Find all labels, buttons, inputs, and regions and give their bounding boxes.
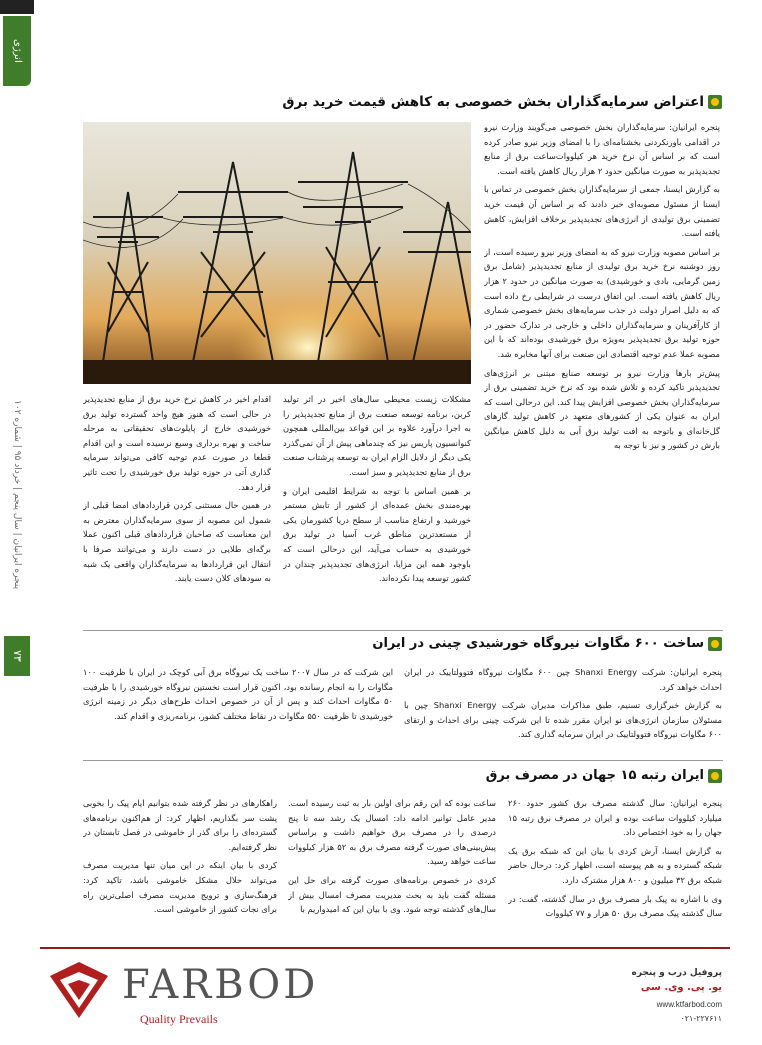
divider — [83, 630, 723, 631]
article2-title — [372, 636, 722, 651]
article2-col-right — [404, 665, 722, 755]
paragraph: وی با اشاره به پیک بار مصرف برق در سال گذشته، گفت: در سال گذشته پیک مصرف برق ۵۰ هزار و ۷۷ کیلووات — [508, 893, 722, 919]
paragraph: به گزارش خبرگزاری تسنیم، طبق مذاکرات مدیران شرکت Shanxi Energy چین با مسئولان سازمان انرژی‌های نو ایران مقرر شده تا این شرکت چینی برای احداث و ارتقای ۶۰۰ مگاوات نیروگاه فتوولتاییک در ایران سرمایه گذاری کند. — [404, 700, 722, 740]
paragraph: پنجره ایرانیان: شرکت Shanxi Energy چین ۶۰۰ مگاوات نیروگاه فتوولتاییک در ایران احداث خواهد کرد. — [404, 667, 722, 692]
article3-title-text: ایران رتبه ۱۵ جهان در مصرف برق — [485, 768, 704, 783]
article3-col-left — [83, 796, 277, 931]
article2-col-left — [83, 665, 393, 755]
paragraph: بر اساس مصوبه وزارت نیرو که به امضای وزیر نیرو رسیده است، از روز دوشنبه نرخ خرید برق تولیدی از منابع تجدیدپذیر (شامل برق زمین گرمایی، بادی و خورشیدی) به صورت میانگین در حدود ۲ هزار ریال کاهش یافته است. این اتفاق درست در شرایطی رخ داده است که به دلیل اصرار دولت در جذب سرمایه‌های بخش خصوصی شماری از کارآفرینان و سرمایه‌گذاران داخلی و خارجی در تدارک حضور در حوزه تولید برق تجدیدپذیر به‌ویژه برق خورشیدی بوده‌اند که با این مصوبه عملا عدم توجیه اقتصادی این صنعت برای آنها مخابره شد. — [484, 246, 720, 359]
paragraph: این شرکت که در سال ۲۰۰۷ ساخت یک نیروگاه برق آبی کوچک در ایران با ظرفیت ۱۰۰ مگاوات را به انجام رسانده بود، اکنون قرار است نخستین نیروگاه خورشیدی را با ظرفیت ۵۰ مگاوات احداث کند و پس از آن در خصوص احداث طرح‌های دیگر در زمینه انرژی خورشیدی تا ظرفیت ۵۵۰ مگاوات در نقاط مختلف کشور، برنامه‌ریزی و اقدام کند. — [83, 667, 393, 721]
ad-headline: پروفیل درب و پنجره — [631, 968, 722, 978]
solar-panel-icon — [708, 95, 722, 109]
footer-divider — [40, 947, 730, 949]
paragraph: مشکلات زیست محیطی سال‌های اخیر در اثر تولید کربن، برنامه توسعه صنعت برق از منابع تجدیدپذیر را به اجرا درآورد علاوه بر این قواعد بین‌المللی همچون کنوانسیون پاریس نیز که چندماهی پیش از آن نمی‌گذرد یکی دیگر از دلایل الزام ایران به توسعه پرشتاب صنعت برق از منابع تجدیدپذیر و سبز است. — [283, 394, 471, 477]
article1-col-middle — [283, 392, 471, 622]
paragraph: پیش‌تر بارها وزارت نیرو بر توسعه صنایع مبتنی بر انرژی‌های تجدیدپذیر تاکید کرده و تلاش شده بود که نرخ خرید تضمینی برق از سرمایه‌گذاران بخش خصوصی افزایش پیدا کند. این درحالی است که ایران به عنوان یکی از کشورهای متعهد در کاهش تولید گازهای گل‌خانه‌ای و باتوجه به افت تولید برق آبی به دلیل کاهش میانگین بارش در کشور و نیز با توجه به — [484, 367, 720, 451]
paragraph: کردی در خصوص برنامه‌های صورت گرفته برای حل این مسئله گفت باید به بحث مدیریت مصرف امسال بیش از سال‌های گذشته توجه شود. وی با بیان این که امیدواریم با — [288, 874, 496, 915]
sidebar-top-bar — [0, 0, 34, 14]
ad-subline: یو. پی. وی. سی — [640, 982, 722, 993]
ad-website[interactable]: www.ktfarbod.com — [656, 1000, 722, 1009]
article1-col-right — [484, 120, 720, 645]
paragraph: پنجره ایرانیان: سرمایه‌گذاران بخش خصوصی می‌گویند وزارت نیرو در اقدامی باورنکردنی بخشنامه‌ای را با امضای وزیر نیرو صادر کرده است که بر اساس آن نرخ خرید هر کیلووات‌ساعت برق از منابع تجدیدپذیر به صورت میانگین حدود ۲ هزار ریال کاهش یافته است. — [484, 122, 720, 176]
page-number: ۷۳ — [4, 636, 30, 676]
page-sidebar — [0, 0, 34, 1045]
article1-col-left — [83, 392, 271, 622]
solar-panel-icon — [708, 637, 722, 651]
solar-panel-icon — [708, 769, 722, 783]
paragraph: به گزارش ایسنا، آرش کردی با بیان این که شبکه برق یک شبکه گسترده و به هم پیوسته است، اظهار کرد: درحال حاضر شبکه برق ۳۲ میلیون و ۸۰۰ هزار مشترک دارد. — [508, 845, 722, 885]
paragraph: ساعت بوده که این رقم برای اولین بار به ثبت رسیده است. مدیر عامل توانیر ادامه داد: امسال یک رشد سه تا پنج درصدی را در مصرف برق خواهیم داشت و براساس پیش‌بینی‌های صورت گرفته مصرف برق به ۵۲ هزار کیلووات ساعت خواهد رسید. — [288, 798, 496, 867]
paragraph: پنجره ایرانیان: سال گذشته مصرف برق کشور حدود ۲۶۰ میلیارد کیلووات ساعت بوده و ایران در مصرف برق رتبه ۱۵ جهان را به خود اختصاص داد. — [508, 798, 722, 838]
article3-title — [486, 768, 722, 783]
farbod-logo — [46, 958, 112, 1022]
divider — [83, 760, 723, 761]
brand-tagline: Quality Prevails — [140, 1012, 218, 1026]
brand-name: FARBOD — [122, 962, 319, 1008]
power-lines-photo — [83, 122, 471, 384]
article1-title — [282, 94, 722, 110]
paragraph: راهکارهای در نظر گرفته شده بتوانیم ایام پیک را بخوبی پشت سر بگذاریم، اظهار کرد: از هم‌اکنون برنامه‌های گسترده‌ای را برای گذر از خاموشی در فصل تابستان در نظر گرفته‌ایم. — [83, 798, 277, 852]
article1-title-text: اعتراض سرمایه‌گذاران بخش خصوصی به کاهش قیمت خرید برق — [282, 94, 704, 110]
article2-title-text: ساخت ۶۰۰ مگاوات نیروگاه خورشیدی چینی در ایران — [372, 636, 704, 651]
section-tab: انرژی — [3, 16, 31, 86]
article3-col-right — [508, 796, 722, 931]
power-lines-image — [83, 122, 471, 384]
issue-info: پنجره ایرانیان | سال پنجم | خرداد ۹۵ | شماره ۱۰۲ — [12, 400, 22, 590]
paragraph: به گزارش ایسنا، جمعی از سرمایه‌گذاران بخش خصوصی در تماس با ایسنا از مسئول مصوبه‌ای خبر دادند که بر اساس آن قیمت خرید تضمینی برق تولیدی از انرژی‌های تجدیدپذیر برخلاف افزایش، کاهش یافته است. — [484, 184, 720, 239]
paragraph: در همین حال مستثنی کردن قراردادهای امضا قبلی از شمول این مصوبه از سوی سرمایه‌گذاران معترض به این معناست که صاحبان قراردادهای قبلی اکنون عملا برگه‌ای طلایی در دست دارند و می‌توانند صرفا با انتقال این قراردادها به سرمایه‌گذاران واقعی یک شبه به سودهای کلان دست یابند. — [83, 500, 271, 584]
ad-phone: ۰۲۱-۲۲۷۶۱۱ — [680, 1014, 722, 1023]
article3-col-middle — [288, 796, 496, 931]
paragraph: اقدام اخیر در کاهش نرخ خرید برق از منابع تجدیدپذیر در حالی است که هنوز هیچ واحد گسترده تولید برق خورشیدی خارج از پایلوت‌های تحقیقاتی به مرحله ساخت و بهره برداری وسیع نرسیده است و این اقدام قطعا در صورت عدم توجیه کافی می‌تواند سرمایه گذاری آتی در حوزه تولید برق خورشیدی را تحت تاثیر قرار دهد. — [83, 394, 271, 492]
paragraph: کردی با بیان اینکه در این میان تنها مدیریت مصرف می‌تواند حلال مشکل خاموشی باشد، تاکید کرد: فرهنگ‌سازی و ترویج مدیریت مصرف اصلی‌ترین راه برای نجات کشور از خاموشی است. — [83, 860, 277, 915]
paragraph: بر همین اساس با توجه به شرایط اقلیمی ایران و بهره‌مندی بخش عمده‌ای از کشور از تابش مستمر خورشید و ارتفاع مناسب از سطح دریا کشورمان یکی از مستعدترین مناطق غرب آسیا در تولید برق خورشیدی به حساب می‌آید، این درحالی است که باوجود همه این مزایا، انرژی‌های تجدیدپذیر چندان در کشور توسعه پیدا نکرده‌اند. — [283, 485, 471, 584]
